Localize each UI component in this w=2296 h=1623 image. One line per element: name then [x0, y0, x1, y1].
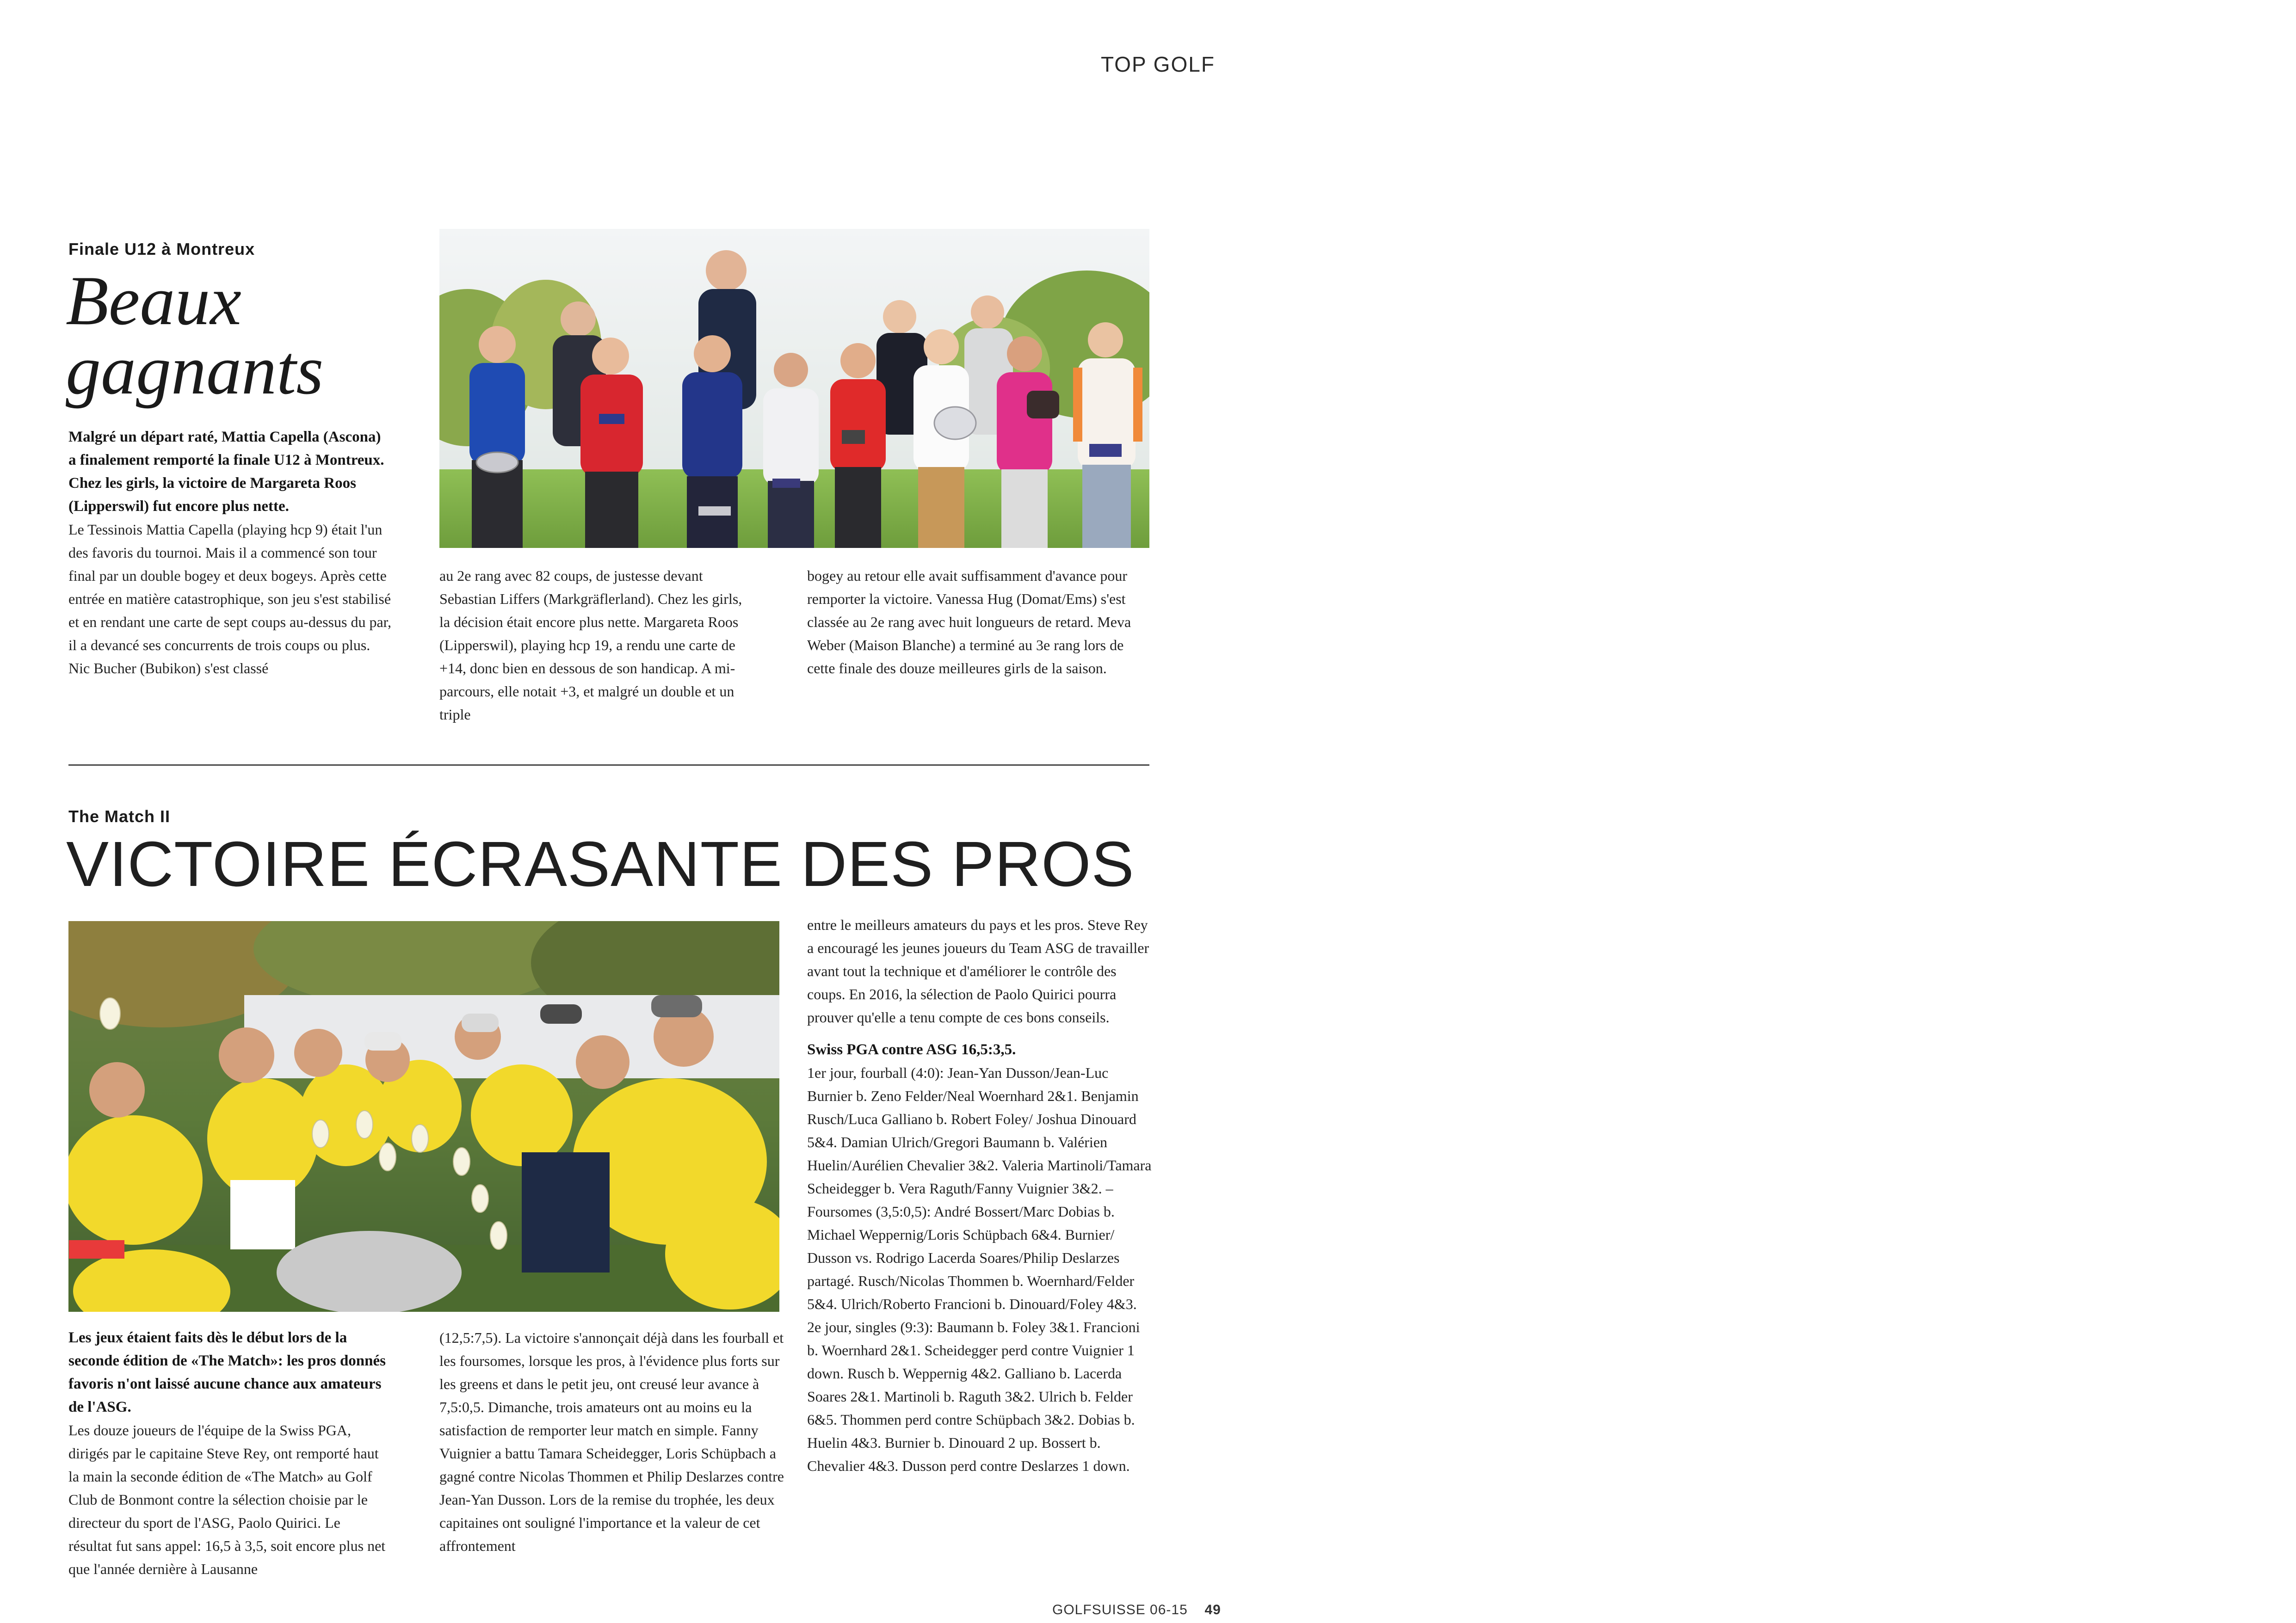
article2-text-col3-intro: entre le meilleurs amateurs du pays et les pros. Steve Rey a encouragé les jeunes joueurs du Team ASG de travailler avant tout la technique et d'améliorer le contrôle des coups. En 2016, la sélection de Paolo Quirici pourra prouver qu'elle a tenu compte de ces bons conseils.	[807, 916, 1149, 1026]
results-day2: 2e jour, singles (9:3): Baumann b. Foley 3&1. Francioni b. Woernhard 2&1. Scheidegger perd contre Vuignier 1 down. Rusch b. Weppernig 4&2. Galliano b. Lacerda Soares 2&1. Martinoli b. Raguth 3&2. Ulrich b. Felder 6&5. Thommen perd contre Schüpbach 3&2. Dobias b. Huelin 4&3. Burnier b. Dinouard 2 up. Bossert b. Chevalier 4&3. Dusson perd contre Deslarzes 1 down.	[807, 1319, 1140, 1474]
article2-lead: Les jeux étaient faits dès le début lors de la seconde édition de «The Match»: les pros donnés favoris n'ont laissé aucune chance aux amateurs de l'ASG.	[68, 1329, 386, 1415]
article2-column2	[439, 1326, 784, 1557]
article2-column3	[807, 913, 1152, 1477]
article2-title: VICTOIRE ÉCRASANTE DES PROS	[66, 829, 1135, 900]
results-day1: 1er jour, fourball (4:0): Jean-Yan Dusson/Jean-Luc Burnier b. Zeno Felder/Neal Woernhard 2&1. Benjamin Rusch/Luca Galliano b. Robert Foley/ Joshua Dinouard 5&4. Damian Ulrich/Gregori Baumann b. Valérien Huelin/Aurélien Chevalier 3&2. Valeria Martinoli/Tamara Scheidegger b. Vera Raguth/Fanny Vuignier 3&2. – Foursomes (3,5:0,5): André Bossert/Marc Dobias b. Michael Weppernig/Loris Schüpbach 6&4. Burnier/ Dusson vs. Rodrigo Lacerda Soares/Philip Deslarzes partagé. Rusch/Nicolas Thommen b. Woernhard/Felder 5&4. Ulrich/Roberto Francioni b. Dinouard/Foley 4&3.	[807, 1064, 1152, 1312]
article2-column1	[68, 1326, 388, 1580]
pros-toasting-photo	[68, 921, 779, 1312]
article2-photo	[68, 921, 779, 1312]
magazine-issue: GOLFSUISSE 06-15	[1052, 1602, 1188, 1617]
results-heading: Swiss PGA contre ASG 16,5:3,5.	[807, 1041, 1016, 1058]
article1-text-col3: bogey au retour elle avait suffisamment d'avance pour remporter la victoire. Vanessa Hug (Domat/Ems) s'est classée au 2e rang avec huit longueurs de retard. Meva Weber (Maison Blanche) a terminé au 3e rang lors de cette finale des douze meilleures girls de la saison.	[807, 567, 1131, 676]
article1-text-col2: au 2e rang avec 82 coups, de justesse devant Sebastian Liffers (Markgräflerland). Chez les girls, la décision était encore plus nette. Margareta Roos (Lipperswil), playing hcp 19, a rendu une carte de +14, donc bien en dessous de son handicap. A mi-parcours, elle notait +3, et malgré un double et un triple	[439, 567, 742, 723]
article-divider	[68, 764, 1149, 766]
article1-title-line1: Beaux	[66, 262, 241, 339]
article2-text-col1: Les douze joueurs de l'équipe de la Swiss PGA, dirigés par le capitaine Steve Rey, ont remporté haut la main la seconde édition de «The Match» au Golf Club de Bonmont contre la sélection choisie par le directeur du sport de l'ASG, Paolo Quirici. Le résultat fut sans appel: 16,5 à 3,5, soit encore plus net que l'année dernière à Lausanne	[68, 1422, 386, 1577]
article1-title	[66, 262, 324, 409]
article1-text-col1: Le Tessinois Mattia Capella (playing hcp 9) était l'un des favoris du tournoi. Mais il a commencé son tour final par un double bogey et deux bogeys. Après cette entrée en matière catastrophique, son jeu s'est stabilisé et en rendant une carte de sept coups au-dessus du par, il a devancé ses concurrents de trois coups ou plus. Nic Bucher (Bubikon) s'est classé	[68, 521, 392, 676]
u12-winners-photo	[439, 229, 1149, 548]
article1-photo	[439, 229, 1149, 548]
article1-column2	[439, 564, 756, 726]
article1-column1	[68, 425, 392, 680]
article1-column3	[807, 564, 1149, 680]
section-header: TOP GOLF	[1101, 52, 1215, 76]
page-number: 49	[1204, 1602, 1221, 1617]
article1-lead: Malgré un départ raté, Mattia Capella (Ascona) a finalement remporté la finale U12 à Montreux. Chez les girls, la victoire de Margareta Roos (Lipperswil) fut encore plus nette.	[68, 429, 384, 515]
article2-text-col2: (12,5:7,5). La victoire s'annonçait déjà dans les fourball et les foursomes, lorsque les pros, à l'évidence plus forts sur les greens et dans le petit jeu, ont creusé leur avance à 7,5:0,5. Dimanche, trois amateurs ont au moins eu la satisfaction de remporter leur match en simple. Fanny Vuignier a battu Tamara Scheidegger, Loris Schüpbach a gagné contre Nicolas Thommen et Philip Deslarzes contre Jean-Yan Dusson. Lors de la remise du trophée, les deux capitaines ont souligné l'importance et la valeur de cet affrontement	[439, 1329, 784, 1554]
article2-kicker: The Match II	[68, 807, 171, 826]
page-footer	[1052, 1602, 1221, 1618]
article1-title-line2: gagnants	[66, 331, 324, 409]
article1-kicker: Finale U12 à Montreux	[68, 240, 255, 258]
